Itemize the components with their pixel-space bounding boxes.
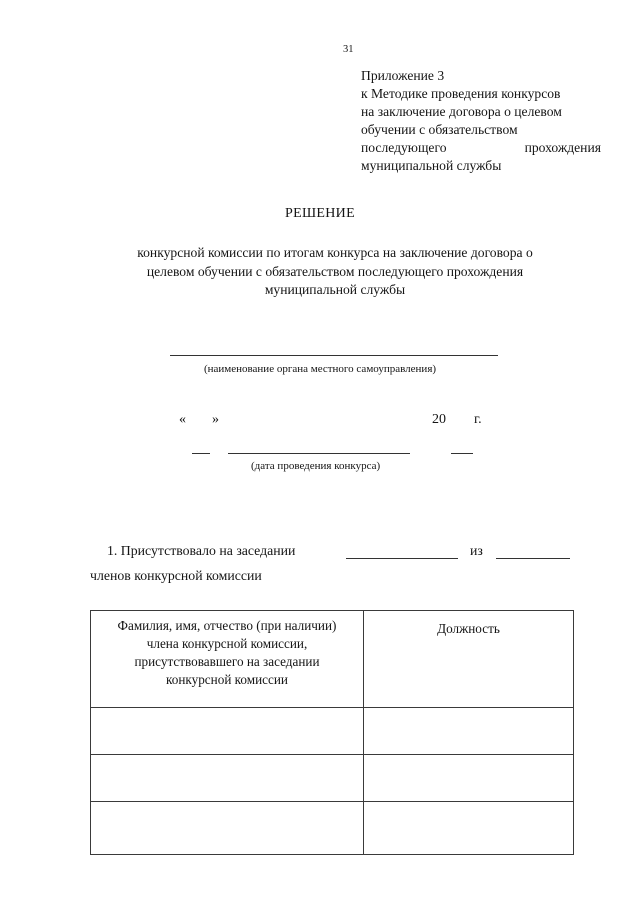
document-subtitle [110,244,560,300]
subtitle-line: муниципальной службы [264,282,406,297]
appendix-line5-left: последующего [361,140,447,155]
subtitle-line: конкурсной комиссии по итогам конкурса на заключение договора о [137,245,533,260]
table-cell-position [364,802,574,855]
present-count-blank-line [346,558,458,559]
date-close-quote: » [212,412,219,427]
date-month-blank-line [228,453,410,454]
table-cell-name [91,755,364,802]
date-caption: (дата проведения конкурса) [251,460,381,472]
appendix-reference [361,67,601,175]
appendix-line5-right: прохождения [524,140,601,155]
table-header-position [364,611,574,708]
table-cell-position [364,755,574,802]
table-row [91,708,574,755]
subtitle-line: целевом обучении с обязательством последующего прохождения [146,263,524,279]
header-line: Должность [437,621,500,636]
table-cell-position [364,708,574,755]
header-line: конкурсной комиссии [166,672,288,687]
header-line: члена конкурсной комиссии, [146,636,308,651]
table-cell-name [91,802,364,855]
document-title: РЕШЕНИЕ [285,206,355,221]
table-header-full-name [91,611,364,708]
date-open-quote: « [179,412,186,427]
date-year-suffix: г. [474,412,482,427]
header-line: Фамилия, имя, отчество (при наличии) [117,618,337,633]
table-row [91,755,574,802]
appendix-line: Приложение 3 [361,68,445,83]
org-name-caption: (наименование органа местного самоуправления) [203,363,437,375]
date-day-blank-line [192,453,210,454]
appendix-line: обучении с обязательством [361,122,518,137]
date-year-blank-line [451,453,473,454]
header-line: присутствовавшего на заседании [134,654,320,669]
table-header-row [91,611,574,708]
item1-continuation: членов конкурсной комиссии [90,568,262,583]
appendix-line: на заключение договора о целевом [361,104,562,119]
appendix-line: муниципальной службы [361,158,502,173]
org-name-blank-line [170,355,498,356]
date-year-prefix: 20 [432,412,446,427]
page-number: 31 [343,44,354,55]
appendix-line-justified [361,139,601,157]
table-cell-name [91,708,364,755]
commission-members-table [90,610,574,855]
item1-from-word: из [470,543,483,558]
appendix-line: к Методике проведения конкурсов [361,86,561,101]
total-count-blank-line [496,558,570,559]
item1-text: 1. Присутствовало на заседании [107,543,296,558]
table-row [91,802,574,855]
